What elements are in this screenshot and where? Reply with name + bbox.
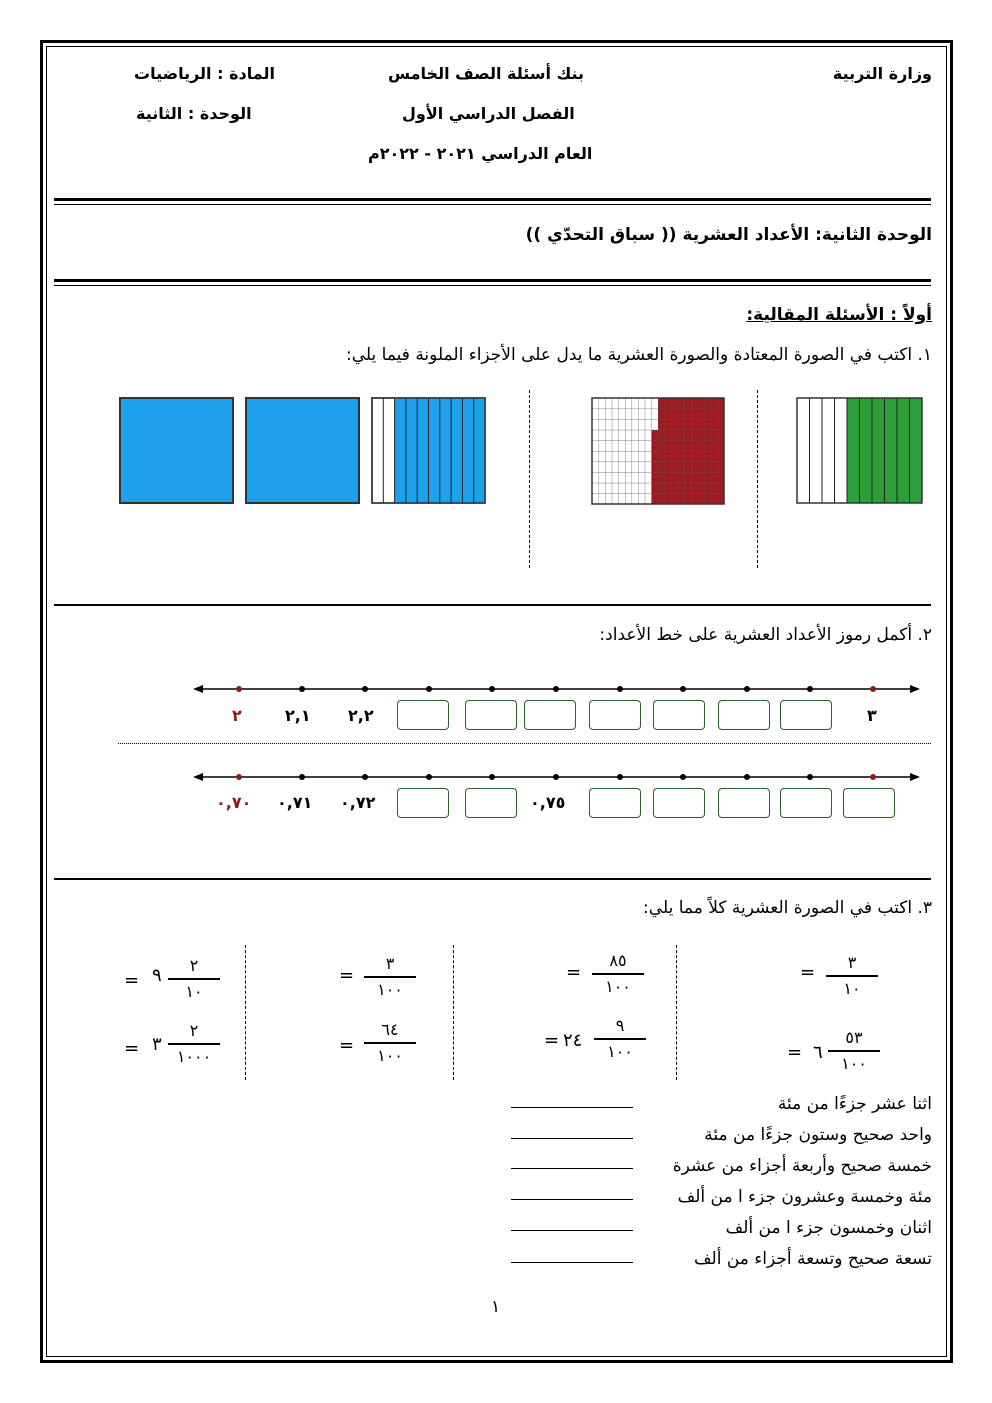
fraction-denominator: ١٠٠٠ <box>176 1047 212 1066</box>
fraction-4 <box>594 1015 646 1063</box>
q3-prompt: ٣. اكتب في الصورة العشرية كلاً مما يلي: <box>643 898 932 918</box>
equals-sign: = <box>544 1030 560 1051</box>
equals-sign: = <box>566 962 582 983</box>
nl2-answer-box[interactable] <box>589 788 641 818</box>
nl1-answer-box[interactable] <box>465 700 517 730</box>
nl1-answer-box[interactable] <box>397 700 449 730</box>
ministry-title: وزارة التربية <box>832 64 932 83</box>
nl1-answer-box[interactable] <box>653 700 705 730</box>
fraction-denominator: ١٠ <box>185 982 203 1001</box>
equals-sign: = <box>339 965 355 986</box>
answer-line[interactable] <box>511 1230 633 1231</box>
fraction-numerator: ٣ <box>847 953 857 972</box>
year-label: العام الدراسي ٢٠٢١ - ٢٠٢٢م <box>368 144 593 163</box>
answer-line[interactable] <box>511 1138 633 1139</box>
fraction-denominator: ١٠٠ <box>607 1042 633 1061</box>
nl2-label-0-75: ٠,٧٥ <box>530 793 566 812</box>
nl2-answer-box[interactable] <box>843 788 895 818</box>
fraction-denominator: ١٠٠ <box>377 1046 403 1065</box>
unit-title: الوحدة الثانية: الأعداد العشرية (( سباق التحدّي )) <box>525 225 932 245</box>
word-item-4: مئة وخمسة وعشرون جزء ا من ألف <box>677 1187 932 1207</box>
q1-prompt: ١. اكتب في الصورة المعتادة والصورة العشرية ما يدل على الأجزاء الملونة فيما يلي: <box>345 345 932 365</box>
unit-label: الوحدة : الثانية <box>136 104 252 123</box>
equals-sign: = <box>800 962 816 983</box>
page-number: ١ <box>491 1297 501 1317</box>
fraction-numerator: ٩ <box>615 1016 625 1035</box>
q3-separator-2 <box>453 945 454 1080</box>
fraction-numerator: ٨٥ <box>609 951 627 970</box>
q3-separator-3 <box>676 945 677 1080</box>
nl2-answer-box[interactable] <box>397 788 449 818</box>
fraction-numerator: ٥٣ <box>845 1028 863 1047</box>
nl2-answer-box[interactable] <box>718 788 770 818</box>
q3-separator-1 <box>245 945 246 1080</box>
word-item-6: تسعة صحيح وتسعة أجزاء من ألف <box>693 1249 932 1269</box>
nl1-label-2-2: ٢,٢ <box>348 706 374 725</box>
equals-sign: = <box>339 1035 355 1056</box>
number-line-1-axis <box>193 685 920 693</box>
semester-label: الفصل الدراسي الأول <box>402 104 575 123</box>
nl1-label-3: ٣ <box>867 706 877 725</box>
answer-line[interactable] <box>511 1168 633 1169</box>
fraction-2 <box>828 1027 880 1075</box>
answer-line[interactable] <box>511 1107 633 1108</box>
mixed-whole: ٢٤ <box>563 1030 583 1051</box>
fraction-5 <box>364 953 416 1001</box>
equals-sign: = <box>787 1042 803 1063</box>
bank-title: بنك أسئلة الصف الخامس <box>388 64 584 83</box>
number-line-2-axis <box>193 773 920 781</box>
q2-prompt: ٢. أكمل رموز الأعداد العشرية على خط الأعداد: <box>599 625 932 645</box>
nl2-label-0-72: ٠,٧٢ <box>340 793 376 812</box>
fraction-3 <box>592 950 644 998</box>
fraction-7 <box>168 955 220 1003</box>
equals-sign: = <box>124 970 140 991</box>
answer-line[interactable] <box>511 1199 633 1200</box>
nl1-answer-box[interactable] <box>524 700 576 730</box>
q2-divider <box>54 878 931 880</box>
fraction-denominator: ١٠٠ <box>841 1054 867 1073</box>
fraction-denominator: ١٠٠ <box>377 980 403 999</box>
nl2-label-0-71: ٠,٧١ <box>277 793 313 812</box>
fraction-8 <box>168 1020 220 1068</box>
nl2-answer-box[interactable] <box>653 788 705 818</box>
word-item-3: خمسة صحيح وأربعة أجزاء من عشرة <box>672 1156 932 1176</box>
q2-dotted-separator <box>118 743 931 744</box>
fraction-1 <box>826 952 878 1000</box>
fraction-denominator: ١٠ <box>843 979 861 998</box>
fraction-numerator: ٦٤ <box>381 1020 399 1039</box>
equals-sign: = <box>124 1038 140 1059</box>
nl1-label-2-1: ٢,١ <box>285 706 311 725</box>
answer-line[interactable] <box>511 1262 633 1263</box>
subject-label: المادة : الرياضيات <box>134 64 275 83</box>
nl1-label-2: ٢ <box>232 706 242 725</box>
fraction-numerator: ٢ <box>189 1021 199 1040</box>
fraction-6 <box>364 1019 416 1067</box>
nl1-answer-box[interactable] <box>780 700 832 730</box>
mixed-whole: ٦ <box>813 1042 823 1063</box>
nl2-label-0-70: ٠,٧٠ <box>216 793 252 812</box>
word-item-5: اثنان وخمسون جزء ا من ألف <box>725 1218 932 1238</box>
fraction-numerator: ٣ <box>385 954 395 973</box>
nl1-answer-box[interactable] <box>589 700 641 730</box>
word-item-2: واحد صحيح وستون جزءًا من مئة <box>704 1125 932 1145</box>
fraction-numerator: ٢ <box>189 956 199 975</box>
nl2-answer-box[interactable] <box>780 788 832 818</box>
mixed-whole: ٩ <box>152 965 162 986</box>
section-title: أولاً : الأسئلة المقالية: <box>746 305 932 325</box>
mixed-whole: ٣ <box>152 1034 162 1055</box>
nl1-answer-box[interactable] <box>718 700 770 730</box>
nl2-answer-box[interactable] <box>465 788 517 818</box>
word-item-1: اثنا عشر جزءًا من مئة <box>777 1094 932 1114</box>
fraction-denominator: ١٠٠ <box>605 977 631 996</box>
